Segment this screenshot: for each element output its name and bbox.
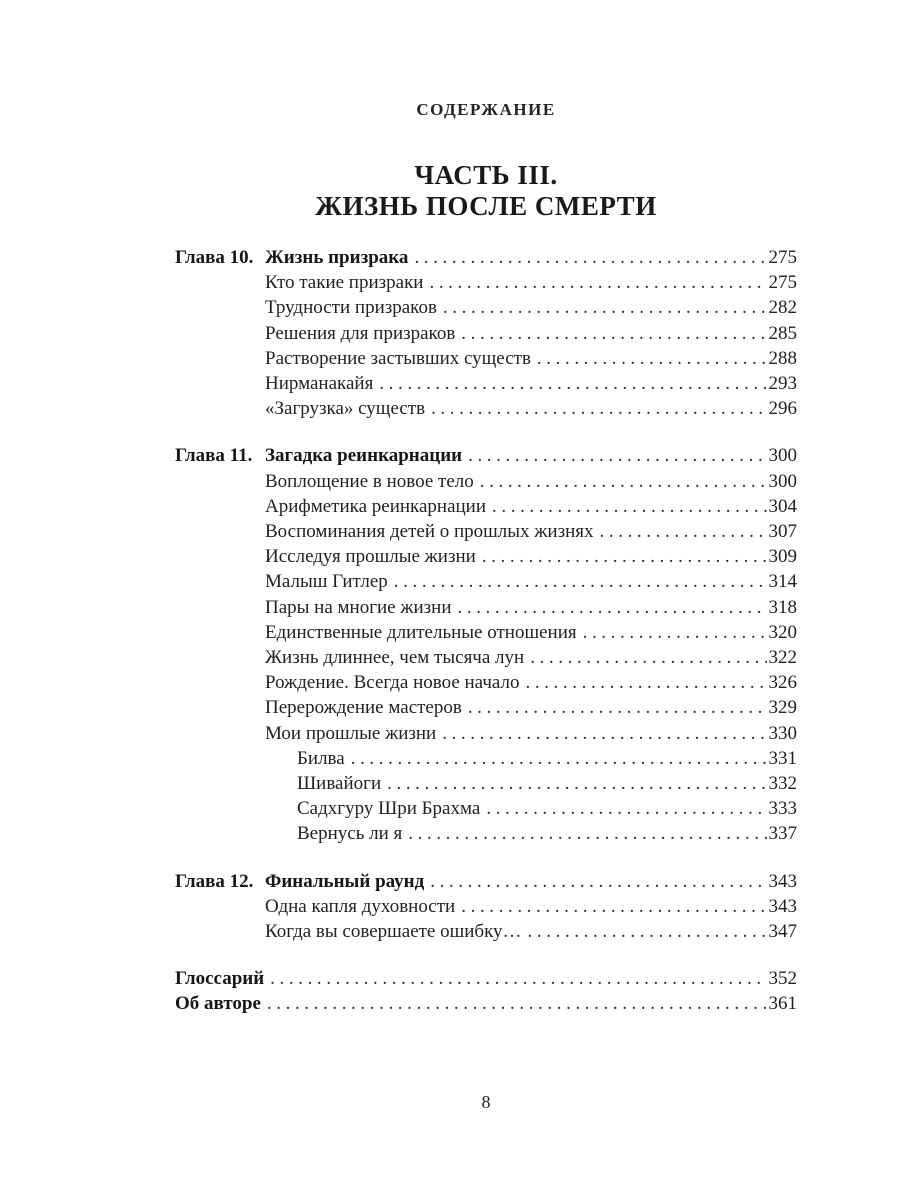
toc-entry-title: Решения для призраков bbox=[265, 322, 456, 344]
toc-entry-page: 300 bbox=[768, 445, 797, 467]
toc-entry bbox=[175, 869, 797, 894]
toc-entry bbox=[175, 771, 797, 796]
toc-entry bbox=[175, 346, 797, 371]
toc-entry bbox=[175, 469, 797, 494]
toc-entry bbox=[175, 396, 797, 421]
page-number: 8 bbox=[481, 1092, 491, 1112]
dot-leader bbox=[520, 670, 767, 695]
toc-entry-page: 282 bbox=[768, 297, 797, 319]
toc-entry bbox=[175, 245, 797, 270]
toc-entry-page: 293 bbox=[768, 373, 797, 395]
dot-leader bbox=[373, 371, 766, 396]
toc-entry-title: Вернусь ли я bbox=[297, 823, 403, 845]
toc-entry-title: Пары на многие жизни bbox=[265, 596, 452, 618]
toc-entry bbox=[175, 544, 797, 569]
toc-entry-title: Загадка реинкарнации bbox=[265, 445, 463, 467]
toc-entry-page: 337 bbox=[768, 823, 797, 845]
toc-entry-page: 318 bbox=[768, 596, 797, 618]
toc-entry-page: 285 bbox=[768, 322, 797, 344]
toc-entry-page: 326 bbox=[768, 672, 797, 694]
dot-leader bbox=[381, 771, 766, 796]
dot-leader bbox=[455, 894, 766, 919]
toc-entry-title: Шивайоги bbox=[297, 773, 382, 795]
toc-entry-title: Кто такие призраки bbox=[265, 272, 424, 294]
dot-leader bbox=[408, 245, 766, 270]
toc-entry-page: 314 bbox=[768, 571, 797, 593]
dot-leader bbox=[474, 469, 767, 494]
toc-entry bbox=[175, 991, 797, 1016]
toc-entry-title: Садхгуру Шри Брахма bbox=[297, 798, 481, 820]
toc-entry-title: Нирманакайя bbox=[265, 373, 374, 395]
toc-entry bbox=[175, 746, 797, 771]
dot-leader bbox=[577, 620, 767, 645]
toc-entry bbox=[175, 670, 797, 695]
dot-leader bbox=[455, 321, 766, 346]
toc-entry-title: Единственные длительные отношения bbox=[265, 621, 577, 643]
toc-entry-title: Мои прошлые жизни bbox=[265, 722, 437, 744]
toc-entry-page: 309 bbox=[768, 546, 797, 568]
toc-entry bbox=[175, 919, 797, 944]
toc-entry-page: 361 bbox=[768, 993, 797, 1015]
dot-leader bbox=[437, 295, 767, 320]
toc-chapter-label: Глава 12. bbox=[175, 870, 254, 892]
dot-leader bbox=[264, 966, 766, 991]
toc-entry-title: Когда вы совершаете ошибку… bbox=[265, 921, 522, 943]
toc-entry-page: 275 bbox=[768, 247, 797, 268]
toc-entry-page: 352 bbox=[768, 968, 797, 990]
dot-leader bbox=[452, 595, 767, 620]
toc-entry-title: Растворение застывших существ bbox=[265, 347, 531, 369]
toc-entry-title: Трудности призраков bbox=[265, 297, 437, 319]
dot-leader bbox=[388, 569, 767, 594]
toc-entry-title: «Загрузка» существ bbox=[265, 398, 426, 420]
toc-list bbox=[175, 245, 797, 1017]
dot-leader bbox=[402, 821, 766, 846]
dot-leader bbox=[462, 695, 767, 720]
toc-entry-page: 333 bbox=[768, 798, 797, 820]
dot-leader bbox=[462, 443, 766, 468]
toc-entry-title: Малыш Гитлер bbox=[265, 571, 388, 593]
toc-entry bbox=[175, 645, 797, 670]
dot-leader bbox=[594, 519, 767, 544]
toc-entry-page: 320 bbox=[768, 621, 797, 643]
toc-entry-title: Билва bbox=[297, 747, 345, 769]
toc-entry-page: 296 bbox=[768, 398, 797, 420]
dot-leader bbox=[423, 270, 766, 295]
toc-entry bbox=[175, 894, 797, 919]
toc-entry bbox=[175, 371, 797, 396]
dot-leader bbox=[486, 494, 766, 519]
part-title: ЖИЗНЬ ПОСЛЕ СМЕРТИ bbox=[315, 191, 657, 221]
toc-entry-title: Об авторе bbox=[175, 993, 261, 1015]
toc-chapter-label: Глава 10. bbox=[175, 247, 254, 268]
toc-entry-title: Одна капля духовности bbox=[265, 895, 456, 917]
dot-leader bbox=[480, 796, 766, 821]
toc-entry-page: 322 bbox=[768, 647, 797, 669]
toc-chapter-label: Глава 11. bbox=[175, 445, 253, 467]
toc-entry bbox=[175, 620, 797, 645]
toc-entry-page: 343 bbox=[768, 870, 797, 892]
toc-entry bbox=[175, 796, 797, 821]
dot-leader bbox=[261, 991, 767, 1016]
toc-entry bbox=[175, 966, 797, 991]
toc-entry-page: 329 bbox=[768, 697, 797, 719]
dot-leader bbox=[524, 645, 766, 670]
toc-entry-page: 304 bbox=[768, 495, 797, 517]
toc-entry bbox=[175, 695, 797, 720]
toc-entry-page: 275 bbox=[768, 272, 797, 294]
toc-entry bbox=[175, 270, 797, 295]
part-number: ЧАСТЬ III. bbox=[414, 160, 558, 190]
dot-leader bbox=[531, 346, 767, 371]
toc-entry bbox=[175, 821, 797, 846]
toc-entry bbox=[175, 321, 797, 346]
part-heading bbox=[175, 160, 797, 222]
dot-leader bbox=[436, 721, 766, 746]
toc-entry-title: Глоссарий bbox=[175, 968, 265, 990]
toc-entry-title: Жизнь призрака bbox=[265, 247, 409, 268]
toc-entry bbox=[175, 295, 797, 320]
toc-entry-page: 347 bbox=[768, 921, 797, 943]
dot-leader bbox=[425, 396, 766, 421]
toc-entry-title: Финальный раунд bbox=[265, 870, 425, 892]
toc-entry-page: 330 bbox=[768, 722, 797, 744]
toc-entry-title: Воплощение в новое тело bbox=[265, 470, 474, 492]
toc-entry-title: Жизнь длиннее, чем тысяча лун bbox=[265, 647, 525, 669]
toc-entry bbox=[175, 494, 797, 519]
dot-leader bbox=[424, 869, 766, 894]
toc-entry-page: 343 bbox=[768, 895, 797, 917]
toc-entry-page: 288 bbox=[768, 347, 797, 369]
toc-entry-title: Рождение. Всегда новое начало bbox=[265, 672, 520, 694]
toc-entry bbox=[175, 569, 797, 594]
toc-entry-page: 331 bbox=[768, 747, 797, 769]
dot-leader bbox=[522, 919, 767, 944]
toc-entry-page: 300 bbox=[768, 470, 797, 492]
toc-entry bbox=[175, 721, 797, 746]
dot-leader bbox=[476, 544, 767, 569]
toc-entry-page: 307 bbox=[768, 521, 797, 543]
dot-leader bbox=[345, 746, 767, 771]
toc-entry-page: 332 bbox=[768, 773, 797, 795]
toc-entry-title: Перерождение мастеров bbox=[265, 697, 462, 719]
toc-entry-title: Воспоминания детей о прошлых жизнях bbox=[265, 521, 594, 543]
contents-heading: СОДЕРЖАНИЕ bbox=[416, 100, 556, 119]
toc-entry bbox=[175, 443, 797, 468]
toc-entry bbox=[175, 519, 797, 544]
toc-entry-title: Арифметика реинкарнации bbox=[265, 495, 487, 517]
toc-entry-title: Исследуя прошлые жизни bbox=[265, 546, 476, 568]
toc-entry bbox=[175, 595, 797, 620]
